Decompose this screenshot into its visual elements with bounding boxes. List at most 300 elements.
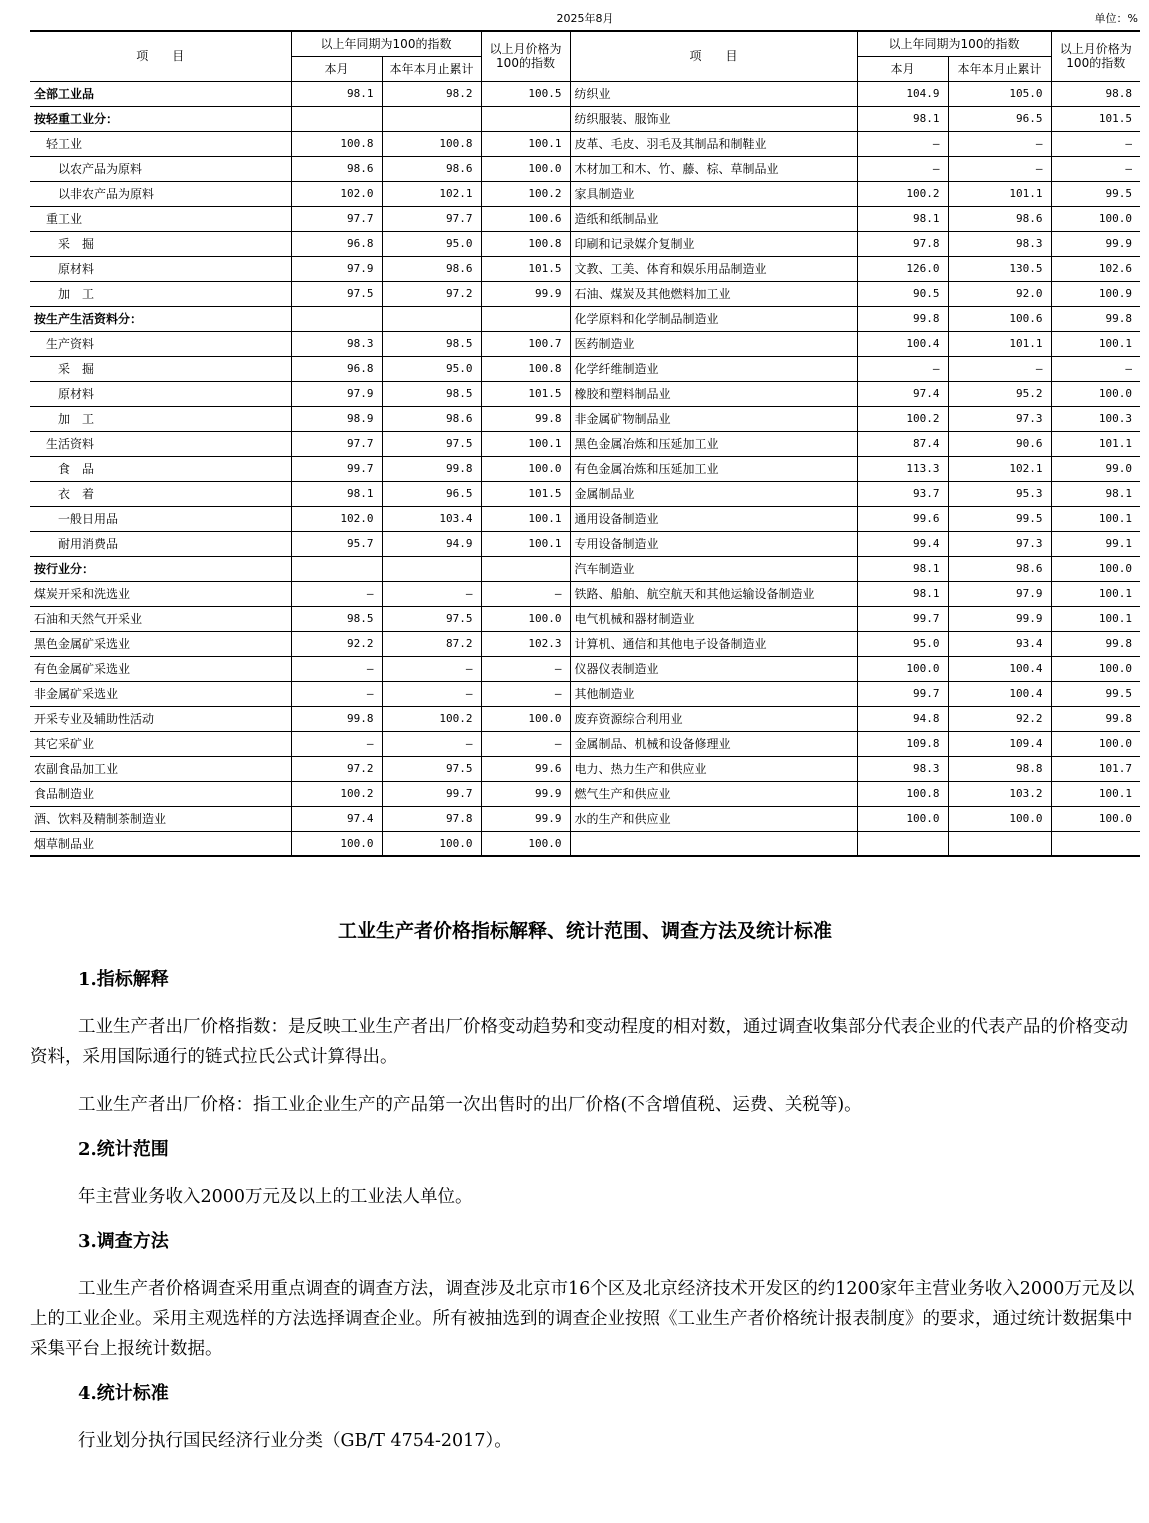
value-mom-right: 101.7	[1051, 756, 1140, 781]
value-cumulative-left: 87.2	[382, 631, 481, 656]
value-cumulative-left: 98.6	[382, 256, 481, 281]
row-label-right: 木材加工和木、竹、藤、棕、草制品业	[570, 156, 857, 181]
value-mom-left: –	[481, 731, 570, 756]
value-mom-right: 100.0	[1051, 806, 1140, 831]
value-mom-left: –	[481, 656, 570, 681]
value-mom-left: 100.8	[481, 231, 570, 256]
value-mom-right: 99.1	[1051, 531, 1140, 556]
table-row	[30, 281, 1140, 306]
value-cumulative-left: 97.5	[382, 756, 481, 781]
table-row	[30, 631, 1140, 656]
value-cumulative-right	[948, 831, 1051, 856]
row-label-right: 石油、煤炭及其他燃料加工业	[570, 281, 857, 306]
row-label-left: 采 掘	[30, 231, 291, 256]
table-row	[30, 81, 1140, 106]
value-cumulative-right: 98.3	[948, 231, 1051, 256]
value-month-left: 98.1	[291, 81, 382, 106]
value-month-left: 98.9	[291, 406, 382, 431]
value-cumulative-right: 130.5	[948, 256, 1051, 281]
table-row	[30, 806, 1140, 831]
row-label-left: 衣 着	[30, 481, 291, 506]
value-month-right: 99.7	[857, 606, 948, 631]
row-label-right: 纺织业	[570, 81, 857, 106]
table-row	[30, 381, 1140, 406]
row-label-right: 水的生产和供应业	[570, 806, 857, 831]
table-row	[30, 206, 1140, 231]
table-row	[30, 656, 1140, 681]
value-month-right: 100.0	[857, 656, 948, 681]
value-month-right: 99.7	[857, 681, 948, 706]
value-mom-left: 100.0	[481, 606, 570, 631]
row-label-left: 农副食品加工业	[30, 756, 291, 781]
row-label-left: 一般日用品	[30, 506, 291, 531]
value-month-left: 97.9	[291, 256, 382, 281]
value-cumulative-left: –	[382, 731, 481, 756]
value-mom-left	[481, 106, 570, 131]
value-month-left: 92.2	[291, 631, 382, 656]
row-label-right: 橡胶和塑料制品业	[570, 381, 857, 406]
row-label-right: 电力、热力生产和供应业	[570, 756, 857, 781]
value-month-right: 94.8	[857, 706, 948, 731]
value-mom-right: 100.1	[1051, 606, 1140, 631]
value-mom-left: 100.7	[481, 331, 570, 356]
value-month-right: 93.7	[857, 481, 948, 506]
section-1-paragraph-2: 工业生产者出厂价格：指工业企业生产的产品第一次出售时的出厂价格(不含增值税、运费、关税等)。	[78, 1095, 862, 1115]
value-mom-left: 100.5	[481, 81, 570, 106]
value-month-left: 97.5	[291, 281, 382, 306]
value-month-left: –	[291, 731, 382, 756]
row-label-left: 按行业分：	[30, 556, 291, 581]
header-yoy-group-right: 以上年同期为100的指数	[857, 31, 1051, 56]
value-cumulative-left: –	[382, 581, 481, 606]
row-label-right: 燃气生产和供应业	[570, 781, 857, 806]
row-label-left: 加 工	[30, 406, 291, 431]
value-month-left: 97.7	[291, 206, 382, 231]
value-month-left: 97.4	[291, 806, 382, 831]
row-label-left: 非金属矿采选业	[30, 681, 291, 706]
row-label-left: 按轻重工业分：	[30, 106, 291, 131]
value-cumulative-left: 98.6	[382, 156, 481, 181]
value-cumulative-left: 97.5	[382, 606, 481, 631]
value-mom-right	[1051, 831, 1140, 856]
value-month-right: 100.4	[857, 331, 948, 356]
value-month-right: 95.0	[857, 631, 948, 656]
value-mom-right: –	[1051, 131, 1140, 156]
value-month-left: 97.2	[291, 756, 382, 781]
notes-title: 工业生产者价格指标解释、统计范围、调查方法及统计标准	[337, 920, 832, 942]
value-cumulative-right: 103.2	[948, 781, 1051, 806]
table-row	[30, 481, 1140, 506]
header-month-left: 本月	[291, 56, 382, 81]
row-label-right: 家具制造业	[570, 181, 857, 206]
value-cumulative-right: 100.0	[948, 806, 1051, 831]
row-label-right: 仪器仪表制造业	[570, 656, 857, 681]
value-mom-left: 100.2	[481, 181, 570, 206]
table-row	[30, 731, 1140, 756]
value-month-left: 98.3	[291, 331, 382, 356]
value-mom-right: 99.8	[1051, 306, 1140, 331]
table-row	[30, 406, 1140, 431]
value-month-left: 100.2	[291, 781, 382, 806]
value-cumulative-right: 100.4	[948, 656, 1051, 681]
row-label-right: 黑色金属冶炼和压延加工业	[570, 431, 857, 456]
value-month-right	[857, 831, 948, 856]
value-mom-right: 100.1	[1051, 581, 1140, 606]
header-yoy-group-left: 以上年同期为100的指数	[291, 31, 481, 56]
table-row	[30, 306, 1140, 331]
table-row	[30, 831, 1140, 856]
row-label-left: 耐用消费品	[30, 531, 291, 556]
row-label-right: 印刷和记录媒介复制业	[570, 231, 857, 256]
row-label-right: 计算机、通信和其他电子设备制造业	[570, 631, 857, 656]
section-2-paragraph: 年主营业务收入2000万元及以上的工业法人单位。	[78, 1187, 473, 1207]
value-cumulative-right: 90.6	[948, 431, 1051, 456]
value-cumulative-right: 102.1	[948, 456, 1051, 481]
row-label-right: 废弃资源综合利用业	[570, 706, 857, 731]
value-cumulative-right: 99.5	[948, 506, 1051, 531]
value-mom-right: 101.1	[1051, 431, 1140, 456]
value-month-right: 126.0	[857, 256, 948, 281]
value-mom-right: 99.5	[1051, 181, 1140, 206]
row-label-right: 纺织服装、服饰业	[570, 106, 857, 131]
value-mom-right: 99.8	[1051, 631, 1140, 656]
value-cumulative-left	[382, 556, 481, 581]
value-mom-right: 99.0	[1051, 456, 1140, 481]
section-3-heading: 3.调查方法	[78, 1231, 169, 1252]
value-cumulative-left: 98.5	[382, 381, 481, 406]
table-row	[30, 456, 1140, 481]
row-label-left: 原材料	[30, 256, 291, 281]
row-label-left: 酒、饮料及精制茶制造业	[30, 806, 291, 831]
value-mom-left: 100.1	[481, 531, 570, 556]
table-row	[30, 681, 1140, 706]
row-label-right: 其他制造业	[570, 681, 857, 706]
value-month-right: 98.1	[857, 556, 948, 581]
row-label-right: 造纸和纸制品业	[570, 206, 857, 231]
value-mom-right: 101.5	[1051, 106, 1140, 131]
value-mom-right: 98.1	[1051, 481, 1140, 506]
value-cumulative-left: 95.0	[382, 356, 481, 381]
value-month-right: 99.4	[857, 531, 948, 556]
value-cumulative-right: –	[948, 356, 1051, 381]
value-month-right: 99.6	[857, 506, 948, 531]
row-label-left: 以非农产品为原料	[30, 181, 291, 206]
value-cumulative-left: 97.2	[382, 281, 481, 306]
value-cumulative-left: 100.8	[382, 131, 481, 156]
row-label-right: 非金属矿物制品业	[570, 406, 857, 431]
row-label-left: 全部工业品	[30, 81, 291, 106]
header-month-right: 本月	[857, 56, 948, 81]
value-month-left: 102.0	[291, 506, 382, 531]
value-mom-right: 100.1	[1051, 331, 1140, 356]
value-mom-right: 100.0	[1051, 381, 1140, 406]
value-mom-left: 100.0	[481, 831, 570, 856]
value-month-left: 98.6	[291, 156, 382, 181]
value-month-right: 104.9	[857, 81, 948, 106]
row-label-right	[570, 831, 857, 856]
value-cumulative-left: 97.8	[382, 806, 481, 831]
value-cumulative-right: 100.6	[948, 306, 1051, 331]
row-label-left: 有色金属矿采选业	[30, 656, 291, 681]
value-month-right: –	[857, 356, 948, 381]
value-month-left: 100.0	[291, 831, 382, 856]
value-month-left: 99.7	[291, 456, 382, 481]
table-row	[30, 781, 1140, 806]
header-cumulative-left: 本年本月止累计	[382, 56, 481, 81]
value-cumulative-right: –	[948, 131, 1051, 156]
table-caption-bar	[30, 8, 1140, 28]
row-label-left: 其它采矿业	[30, 731, 291, 756]
value-mom-left: 100.1	[481, 506, 570, 531]
table-row	[30, 156, 1140, 181]
value-mom-right: 100.0	[1051, 206, 1140, 231]
value-month-left: 97.9	[291, 381, 382, 406]
value-cumulative-right: 97.9	[948, 581, 1051, 606]
value-cumulative-left: –	[382, 681, 481, 706]
value-cumulative-right: 109.4	[948, 731, 1051, 756]
value-month-left: 100.8	[291, 131, 382, 156]
value-month-right: 90.5	[857, 281, 948, 306]
value-mom-left: 100.6	[481, 206, 570, 231]
value-month-right: 99.8	[857, 306, 948, 331]
value-mom-left: 99.9	[481, 781, 570, 806]
value-cumulative-left: 100.2	[382, 706, 481, 731]
section-2-heading: 2.统计范围	[78, 1139, 169, 1160]
value-month-left: 96.8	[291, 356, 382, 381]
table-row	[30, 231, 1140, 256]
value-month-left: –	[291, 581, 382, 606]
value-month-right: 109.8	[857, 731, 948, 756]
value-cumulative-left	[382, 306, 481, 331]
value-month-left: 95.7	[291, 531, 382, 556]
value-mom-left	[481, 306, 570, 331]
table-row	[30, 506, 1140, 531]
value-month-right: 98.1	[857, 106, 948, 131]
value-month-right: 100.2	[857, 406, 948, 431]
row-label-right: 通用设备制造业	[570, 506, 857, 531]
value-mom-left: 100.1	[481, 431, 570, 456]
table-row	[30, 131, 1140, 156]
value-month-left	[291, 306, 382, 331]
row-label-left: 原材料	[30, 381, 291, 406]
row-label-left: 生产资料	[30, 331, 291, 356]
value-mom-left: 101.5	[481, 256, 570, 281]
table-row	[30, 181, 1140, 206]
value-cumulative-right: 95.2	[948, 381, 1051, 406]
value-month-right: –	[857, 156, 948, 181]
value-month-left	[291, 106, 382, 131]
value-month-left: 102.0	[291, 181, 382, 206]
row-label-left: 开采专业及辅助性活动	[30, 706, 291, 731]
value-mom-right: 98.8	[1051, 81, 1140, 106]
value-month-right: 98.1	[857, 581, 948, 606]
row-label-left: 石油和天然气开采业	[30, 606, 291, 631]
table-row	[30, 606, 1140, 631]
table-row	[30, 106, 1140, 131]
table-row	[30, 356, 1140, 381]
value-cumulative-right: 101.1	[948, 181, 1051, 206]
row-label-left: 按生产生活资料分：	[30, 306, 291, 331]
header-item-left: 项 目	[30, 31, 291, 81]
row-label-right: 有色金属冶炼和压延加工业	[570, 456, 857, 481]
value-cumulative-left: 99.8	[382, 456, 481, 481]
value-mom-right: 100.1	[1051, 506, 1140, 531]
value-mom-left: 99.9	[481, 281, 570, 306]
value-cumulative-left: 98.6	[382, 406, 481, 431]
row-label-right: 汽车制造业	[570, 556, 857, 581]
value-cumulative-left: –	[382, 656, 481, 681]
unit-label: 单位：%	[1094, 12, 1138, 25]
table-row	[30, 431, 1140, 456]
section-1-paragraph-1: 工业生产者出厂价格指数：是反映工业生产者出厂价格变动趋势和变动程度的相对数，通过调查收集部分代表企业的代表产品的价格变动资料，采用国际通行的链式拉氏公式计算得出。	[30, 1017, 1128, 1067]
value-cumulative-left: 103.4	[382, 506, 481, 531]
value-mom-left: 101.5	[481, 381, 570, 406]
table-row	[30, 756, 1140, 781]
value-cumulative-left: 94.9	[382, 531, 481, 556]
value-month-right: 97.4	[857, 381, 948, 406]
row-label-left: 加 工	[30, 281, 291, 306]
value-cumulative-right: 101.1	[948, 331, 1051, 356]
value-cumulative-right: 97.3	[948, 531, 1051, 556]
value-cumulative-right: 99.9	[948, 606, 1051, 631]
value-month-left: –	[291, 656, 382, 681]
value-mom-right: 100.0	[1051, 556, 1140, 581]
row-label-right: 文教、工美、体育和娱乐用品制造业	[570, 256, 857, 281]
section-1-heading: 1.指标解释	[78, 969, 169, 990]
header-cumulative-right: 本年本月止累计	[948, 56, 1051, 81]
header-mom-right: 以上月价格为100的指数	[1051, 31, 1140, 81]
value-mom-right: 100.0	[1051, 731, 1140, 756]
row-label-right: 化学原料和化学制品制造业	[570, 306, 857, 331]
value-mom-right: 100.9	[1051, 281, 1140, 306]
section-3-paragraph: 工业生产者价格调查采用重点调查的调查方法，调查涉及北京市16个区及北京经济技术开发区的约1200家年主营业务收入2000万元及以上的工业企业。采用主观选样的方法选择调查企业。所有被抽选到的调查企业按照《工业生产者价格统计报表制度》的要求，通过统计数据集中采集平台上报统计数据。	[30, 1279, 1135, 1359]
value-mom-left: 100.0	[481, 456, 570, 481]
value-cumulative-right: 92.0	[948, 281, 1051, 306]
value-month-left: 98.5	[291, 606, 382, 631]
report-date: 2025年8月	[556, 12, 614, 25]
table-row	[30, 531, 1140, 556]
value-cumulative-right: 98.6	[948, 556, 1051, 581]
value-cumulative-left: 102.1	[382, 181, 481, 206]
value-mom-right: –	[1051, 356, 1140, 381]
value-cumulative-right: 96.5	[948, 106, 1051, 131]
value-mom-right: 102.6	[1051, 256, 1140, 281]
value-month-right: 100.0	[857, 806, 948, 831]
row-label-right: 铁路、船舶、航空航天和其他运输设备制造业	[570, 581, 857, 606]
value-mom-left: 100.8	[481, 356, 570, 381]
value-month-left: 99.8	[291, 706, 382, 731]
value-month-right: 97.8	[857, 231, 948, 256]
value-cumulative-left: 96.5	[382, 481, 481, 506]
value-mom-right: 100.0	[1051, 656, 1140, 681]
row-label-left: 黑色金属矿采选业	[30, 631, 291, 656]
row-label-left: 重工业	[30, 206, 291, 231]
row-label-right: 金属制品、机械和设备修理业	[570, 731, 857, 756]
value-month-left: 98.1	[291, 481, 382, 506]
value-mom-right: 99.8	[1051, 706, 1140, 731]
row-label-right: 专用设备制造业	[570, 531, 857, 556]
value-mom-right: 100.3	[1051, 406, 1140, 431]
value-cumulative-left: 97.7	[382, 206, 481, 231]
value-month-left	[291, 556, 382, 581]
row-label-left: 采 掘	[30, 356, 291, 381]
row-label-right: 医药制造业	[570, 331, 857, 356]
section-4-heading: 4.统计标准	[78, 1383, 169, 1404]
value-cumulative-right: 92.2	[948, 706, 1051, 731]
value-month-right: 113.3	[857, 456, 948, 481]
value-cumulative-left: 98.2	[382, 81, 481, 106]
value-mom-left: –	[481, 681, 570, 706]
table-row	[30, 706, 1140, 731]
header-item-right: 项 目	[570, 31, 857, 81]
value-mom-left: 99.6	[481, 756, 570, 781]
row-label-left: 烟草制品业	[30, 831, 291, 856]
value-month-left: –	[291, 681, 382, 706]
value-month-right: 100.2	[857, 181, 948, 206]
row-label-left: 食 品	[30, 456, 291, 481]
value-mom-left: 101.5	[481, 481, 570, 506]
value-mom-left	[481, 556, 570, 581]
value-month-right: 100.8	[857, 781, 948, 806]
value-cumulative-right: 98.6	[948, 206, 1051, 231]
value-mom-left: 99.8	[481, 406, 570, 431]
row-label-right: 金属制品业	[570, 481, 857, 506]
row-label-left: 轻工业	[30, 131, 291, 156]
row-label-right: 电气机械和器材制造业	[570, 606, 857, 631]
value-cumulative-right: –	[948, 156, 1051, 181]
price-index-table	[30, 30, 1140, 857]
value-mom-left: 102.3	[481, 631, 570, 656]
value-cumulative-right: 93.4	[948, 631, 1051, 656]
value-cumulative-left: 97.5	[382, 431, 481, 456]
value-mom-right: 100.1	[1051, 781, 1140, 806]
value-cumulative-right: 95.3	[948, 481, 1051, 506]
value-month-right: 98.3	[857, 756, 948, 781]
value-month-right: 98.1	[857, 206, 948, 231]
value-month-right: 87.4	[857, 431, 948, 456]
value-month-right: –	[857, 131, 948, 156]
header-mom-left: 以上月价格为100的指数	[481, 31, 570, 81]
row-label-right: 皮革、毛皮、羽毛及其制品和制鞋业	[570, 131, 857, 156]
value-mom-right: 99.9	[1051, 231, 1140, 256]
value-month-left: 97.7	[291, 431, 382, 456]
row-label-left: 以农产品为原料	[30, 156, 291, 181]
value-cumulative-left: 100.0	[382, 831, 481, 856]
value-cumulative-left	[382, 106, 481, 131]
methodology-notes	[30, 912, 1140, 1456]
table-row	[30, 256, 1140, 281]
value-cumulative-right: 97.3	[948, 406, 1051, 431]
value-cumulative-left: 99.7	[382, 781, 481, 806]
table-row	[30, 331, 1140, 356]
value-mom-left: 99.9	[481, 806, 570, 831]
value-cumulative-right: 105.0	[948, 81, 1051, 106]
section-4-paragraph: 行业划分执行国民经济行业分类（GB/T 4754-2017）。	[78, 1431, 512, 1451]
row-label-left: 食品制造业	[30, 781, 291, 806]
value-mom-left: 100.1	[481, 131, 570, 156]
value-cumulative-right: 98.8	[948, 756, 1051, 781]
value-cumulative-right: 100.4	[948, 681, 1051, 706]
row-label-left: 生活资料	[30, 431, 291, 456]
table-row	[30, 556, 1140, 581]
value-cumulative-left: 98.5	[382, 331, 481, 356]
value-mom-left: –	[481, 581, 570, 606]
value-mom-right: –	[1051, 156, 1140, 181]
value-mom-left: 100.0	[481, 706, 570, 731]
value-cumulative-left: 95.0	[382, 231, 481, 256]
value-mom-left: 100.0	[481, 156, 570, 181]
table-row	[30, 581, 1140, 606]
